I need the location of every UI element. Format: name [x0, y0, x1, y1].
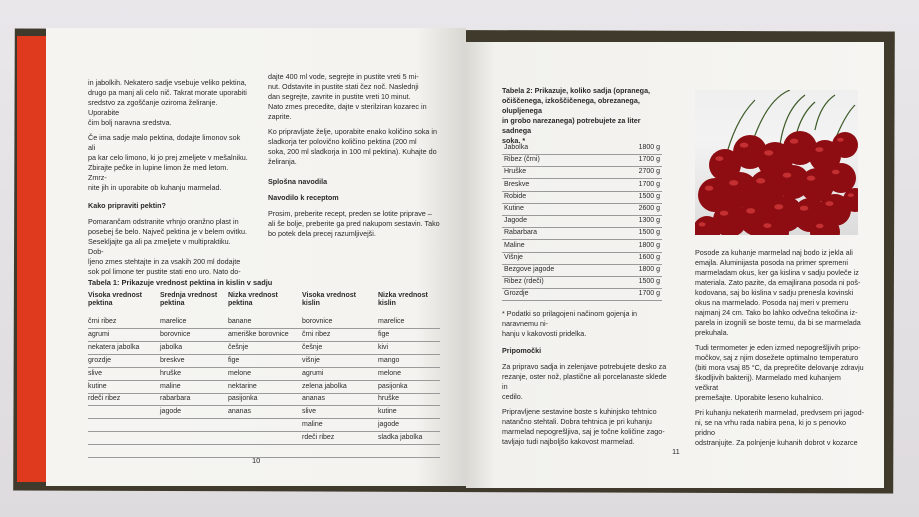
table-row	[502, 179, 662, 192]
table-cell: ananas	[228, 408, 251, 416]
tools-heading: Pripomočki	[502, 346, 542, 355]
table-header: pektina	[228, 300, 253, 307]
page-number-left: 10	[252, 456, 261, 465]
text-line: sladkorja ter polovično količino pektina (200 ml	[268, 137, 417, 146]
footnote-line: hanju v kakovosti pridelka.	[502, 329, 587, 338]
left-column-2	[268, 72, 446, 239]
fruit-amount: 1800 g	[638, 241, 660, 249]
table-row	[502, 215, 662, 228]
fruit-amount: 1500 g	[638, 278, 660, 286]
table-header: kislin	[302, 300, 320, 307]
cherry-highlight	[832, 170, 840, 175]
fruit-name: Breskve	[504, 180, 530, 188]
cherry-highlight	[729, 180, 738, 185]
table-cell: fige	[228, 356, 240, 364]
fruit-name: Robide	[504, 192, 527, 200]
table-cell: sladka jabolka	[378, 434, 423, 442]
text-line: Če ima sadje malo pektina, dodajte limonov sok ali	[88, 133, 241, 152]
cherries-image	[695, 90, 858, 235]
cherry-highlight	[790, 139, 799, 144]
text-line: škodljivih bakterij). Marmelado med kuhanjem večkrat	[695, 373, 841, 392]
table-cell: hruške	[378, 395, 400, 403]
cherry-highlight	[746, 208, 755, 213]
table-title-line: in grobo narezanega) potrebujete za liter sadnega	[502, 116, 641, 135]
text-line: dan segrejte, zavrite in pustite vreti 10 minut.	[268, 92, 411, 101]
table-header: Srednja vrednost	[160, 292, 218, 299]
fruit-amount: 1800 g	[638, 144, 660, 151]
cherry-highlight	[816, 224, 824, 229]
footnote-line: * Podatki so prilagojeni načinom gojenja in naravnemu ni-	[502, 309, 638, 328]
pectin-heading: Kako pripraviti pektin?	[88, 201, 166, 210]
table-header: Visoka vrednost	[302, 292, 356, 299]
text-line: želiranja.	[268, 157, 297, 166]
table2-title	[502, 86, 667, 146]
fruit-amount: 1700 g	[638, 156, 660, 164]
text-line: ljeno zmes stehtajte in za vsakih 200 ml dodajte	[88, 257, 241, 266]
table-cell: maline	[302, 421, 323, 429]
fruit-amount: 1600 g	[638, 253, 660, 261]
table-header: pektina	[160, 300, 185, 307]
table2-footnote	[502, 309, 672, 339]
table-row	[502, 142, 662, 155]
text-line: najmanj 24 cm. Tako bo lahko odvečna tekočina iz-	[695, 308, 858, 317]
table-row	[502, 227, 662, 240]
table-cell: rdeči ribez	[88, 395, 121, 403]
cherry-highlight	[807, 176, 816, 181]
fruit-amount: 2700 g	[638, 168, 660, 176]
table-row	[502, 166, 662, 179]
fruit-name: Grozdje	[504, 290, 529, 298]
table-cell: grozdje	[88, 356, 111, 364]
text-line: okus na marmelado. Posoda naj meri v premeru	[695, 298, 849, 307]
text-line: močkov, saj z njim dosežete optimalno temperaturo	[695, 353, 859, 362]
fruit-amount: 1500 g	[638, 192, 660, 200]
table-cell: jagode	[378, 421, 400, 429]
table-cell: nektarine	[228, 382, 257, 390]
table-cell: jabolka	[160, 343, 183, 351]
fruit-name: Rabarbara	[504, 229, 538, 237]
text-line: ni, se na vrhu rada nabira pena, ki jo s penovko pridno	[695, 418, 847, 437]
text-line: emajla. Aluminijasta posoda na primer spremeni	[695, 258, 849, 267]
table-cell: črni ribez	[302, 330, 331, 338]
text-line: sredstvo za zgoščanje oziroma želiranje. Uporabite	[88, 98, 218, 117]
table-cell: agrumi	[88, 330, 110, 338]
fruit-name: Višnje	[504, 253, 523, 261]
text-line: tavljajo tudi najboljšo kakovost marmelad.	[502, 437, 635, 446]
text-line: čim bolj naravna sredstva.	[88, 118, 172, 127]
cherry	[832, 132, 858, 158]
cherry-highlight	[705, 186, 714, 191]
table-cell: rabarbara	[160, 395, 191, 403]
fruit-amount: 1700 g	[638, 180, 660, 188]
table-cell: agrumi	[302, 369, 324, 377]
table-cell: kutine	[88, 382, 107, 390]
fruit-name: Maline	[504, 241, 525, 249]
text-line: kodovana, saj bo kislina v sadju prenesla kovinski	[695, 288, 854, 297]
text-line: pa kar celo limono, ki jo prej zmeljete v mešalniku.	[88, 153, 248, 162]
table-cell: marelice	[160, 318, 187, 325]
text-line: natančno stehtali. Dobra tehtnica je pri kuhanju	[502, 417, 652, 426]
cherry-highlight	[756, 178, 765, 183]
table-cell: višnje	[302, 356, 320, 364]
table-cell: banane	[228, 318, 252, 325]
right-column-1	[502, 362, 672, 447]
table-cell: ameriške borovnice	[228, 330, 289, 338]
table-cell: kivi	[378, 343, 389, 351]
text-line: nite jih in uporabite ob kuhanju marmelad.	[88, 183, 222, 192]
left-column-1	[88, 78, 248, 277]
general-instructions-heading: Splošna navodila	[268, 177, 328, 186]
fruit-name: Ribez (rdeči)	[504, 278, 544, 286]
text-line: prekuhala.	[695, 328, 729, 337]
cherry-highlight	[815, 147, 823, 152]
table-cell: melone	[228, 369, 251, 377]
table-cell: hruške	[160, 369, 182, 377]
text-line: odstranjujte. Za polnjenje kuhanih dobrot v kozarce	[695, 438, 858, 447]
table-row	[502, 191, 662, 204]
text-line: rezanje, oster nož, plastične ali porcelanaste sklede in	[502, 372, 667, 391]
table-row	[502, 276, 662, 289]
text-line: materiala. Zato pazite, da emajlirana posoda ni poš-	[695, 278, 861, 287]
fruit-name: Bezgove jagode	[504, 266, 555, 273]
fruit-amount: 2600 g	[638, 205, 660, 212]
text-line: Za pripravo sadja in zelenjave potrebujete desko za	[502, 362, 667, 371]
fruit-name: Jagode	[504, 217, 527, 225]
cherry-highlight	[774, 204, 783, 209]
table-title-line: Tabela 2: Prikazuje, koliko sadja (opranega,	[502, 86, 651, 95]
table-row	[502, 252, 662, 265]
text-line: Ko pripravljate želje, uporabite enako količino soka in	[268, 127, 438, 136]
table-row	[502, 240, 662, 253]
table-cell: nekatera jabolka	[88, 343, 140, 351]
fruit-amount: 1800 g	[638, 266, 660, 273]
table-cell: fige	[378, 330, 390, 338]
text-line: sok pol limone ter pustite stati eno uro. Nato do-	[88, 267, 241, 276]
table-cell: mango	[378, 356, 400, 364]
table-cell: marelice	[378, 318, 405, 325]
cherry-highlight	[720, 211, 729, 216]
text-line: Pripravljene sestavine boste s kuhinjsko tehtnico	[502, 407, 657, 416]
text-line: Pri kuhanju nekaterih marmelad, predvsem pri jagod-	[695, 408, 864, 417]
table-cell: kutine	[378, 408, 397, 416]
cherry-highlight	[699, 222, 706, 226]
right-column-2	[695, 248, 865, 448]
table-row	[88, 445, 440, 458]
recipe-instructions-heading: Navodilo k receptom	[268, 193, 339, 202]
table-cell: maline	[160, 382, 181, 390]
table-cell: pasijonka	[378, 382, 408, 390]
fruit-juice-table	[502, 142, 662, 302]
table-header: pektina	[88, 300, 113, 307]
cherry-highlight	[763, 223, 771, 228]
table-cell: melone	[378, 369, 401, 377]
cherry	[826, 163, 856, 193]
table-cell: ananas	[302, 395, 325, 403]
table-header: Nizka vrednost	[378, 292, 428, 299]
table-header: Nizka vrednost	[228, 292, 278, 299]
table-row	[502, 264, 662, 277]
text-line: Sesekljajte ga ali pa zmeljete v multipraktiku. Dob-	[88, 237, 231, 256]
table-cell: rdeči ribez	[302, 434, 335, 442]
fruit-name: Kutine	[504, 205, 524, 212]
fruit-name: Hruške	[504, 168, 527, 176]
cherry-highlight	[715, 156, 723, 161]
text-line: nut. Odstavite in pustite stati čez noč. Naslednji	[268, 82, 419, 91]
table-header: Visoka vrednost	[88, 292, 142, 299]
table-cell: pasijonka	[228, 395, 258, 403]
table-cell: slive	[88, 369, 103, 377]
table-cell: češnje	[228, 343, 249, 351]
left-col2-text	[268, 72, 446, 167]
text-line: marmelad nepogrešljiva, saj je točne količine zago-	[502, 427, 665, 436]
table-row	[502, 154, 662, 167]
text-line: parela in izognili se boste temu, da bi se marmelada	[695, 318, 861, 327]
text-line: Posode za kuhanje marmelad naj bodo iz jekla ali	[695, 248, 853, 257]
table-cell: breskve	[160, 356, 185, 364]
table-cell: zelena jabolka	[302, 382, 347, 390]
table-header: kislin	[378, 300, 396, 307]
fruit-amount: 1700 g	[638, 290, 660, 298]
text-line: zaprite.	[268, 112, 292, 121]
fruit-name: Jabolka	[504, 144, 529, 151]
table-cell: borovnice	[160, 330, 191, 338]
text-line: Nato zmes precedite, dajte v sterilziran kozarec in	[268, 102, 427, 111]
table-cell: slive	[302, 408, 317, 416]
pectin-acid-table	[88, 292, 440, 467]
cherries-photo	[695, 90, 858, 235]
left-col2b-text	[268, 209, 446, 239]
table-title-line: soka. *	[502, 136, 526, 145]
text-line: Tudi termometer je eden izmed nepogrešljivih pripo-	[695, 343, 861, 352]
text-line: cedilo.	[502, 392, 523, 401]
text-line: marmeladam okus, ker ga kislina v sadju povleče iz	[695, 268, 859, 277]
text-line: dajte 400 ml vode, segrejte in pustite vreti 5 mi-	[268, 72, 419, 81]
fruit-amount: 1300 g	[638, 217, 660, 225]
table-row	[502, 288, 662, 301]
table1-title: Tabela 1: Prikazuje vrednost pektina in kislin v sadju	[88, 278, 273, 287]
text-line: Pomarančam odstranite vrhnjo oranžno plast in	[88, 217, 239, 226]
left-page	[46, 28, 466, 486]
text-line: Prosim, preberite recept, preden se lotite priprave –	[268, 209, 432, 218]
cherry-highlight	[848, 193, 854, 197]
fruit-name: Ribez (črni)	[504, 156, 540, 164]
cherry-highlight	[800, 206, 809, 211]
table-cell: češnje	[302, 343, 323, 351]
red-endpaper-band	[17, 36, 47, 482]
text-line: Zbirajte pečke in lupine limon že med letom. Zmrz-	[88, 163, 229, 182]
cherry-highlight	[783, 173, 792, 178]
table-row	[502, 203, 662, 216]
cherry-highlight	[764, 150, 773, 155]
text-line: (biti mora vsaj 85 °C, da preprečite delovanje zdravju	[695, 363, 864, 372]
text-line: in jabolkih. Nekatero sadje vsebuje veliko pektina,	[88, 78, 247, 87]
text-line: ali še bolje, preberite ga pred nakupom sestavin. Tako	[268, 219, 440, 228]
cherry-highlight	[740, 143, 749, 148]
table-cell: borovnice	[302, 318, 333, 325]
left-col1b-text	[88, 217, 248, 277]
left-col1-text	[88, 78, 248, 193]
text-line: drugo pa manj ali celo nič. Takrat morate uporabiti	[88, 88, 247, 97]
text-line: premešajte. Uporabite leseno kuhalnico.	[695, 393, 824, 402]
cherry-highlight	[837, 138, 844, 142]
table-cell: jagode	[160, 408, 182, 416]
fruit-amount: 1500 g	[638, 229, 660, 237]
page-number-right: 11	[672, 447, 680, 456]
text-line: soka, 200 ml sladkorja in 100 ml pektina). Kuhajte do	[268, 147, 437, 156]
right-page	[466, 42, 884, 488]
text-line: bo potek dela precej razumljivejši.	[268, 229, 376, 238]
table-title-line: očiščenega, izkoščičenega, obrezanega, olupljenega	[502, 96, 640, 115]
table-cell: črni ribez	[88, 318, 117, 325]
text-line: posebej še belo. Največ pektina je v belem ovitku.	[88, 227, 248, 236]
cherry-highlight	[825, 201, 833, 206]
